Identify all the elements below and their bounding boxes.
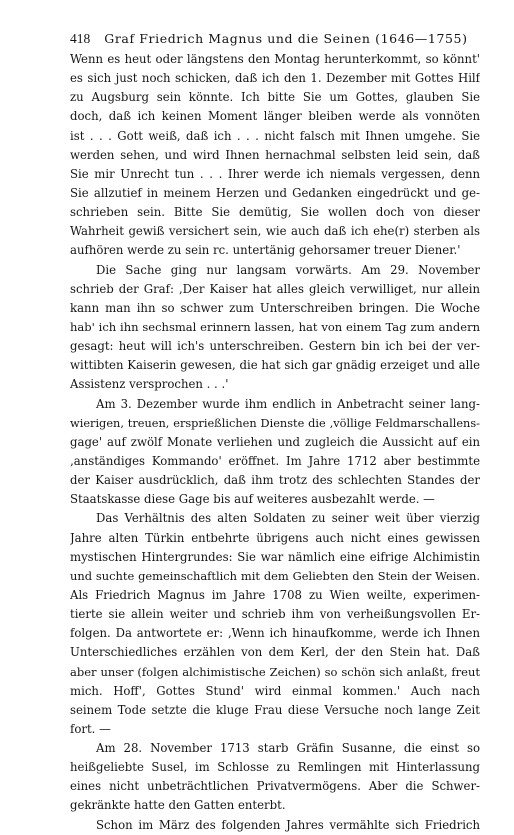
- text-line: aber unser (folgen alchimistische Zeichen) so schön sich anlaßt, freut: [70, 664, 480, 679]
- text-line: es sich just noch schicken, daß ich den 1. Dezember mit Gottes Hilf: [70, 71, 480, 86]
- text-line: Unterschiedliches erzählen von dem Kerl, der den Stein hat. Daß: [70, 645, 480, 660]
- text-line: Assistenz versprochen . . .': [70, 377, 229, 392]
- text-line: gage' auf zwölf Monate verliehen und zugleich die Aussicht auf ein: [70, 434, 480, 449]
- text-line: gesagt: heut will ich's unterschreiben. Gestern bin ich bei der ver-: [70, 339, 480, 354]
- text-line: hab' ich ihn sechsmal erinnern lassen, hat von einem Tag zum andern: [70, 319, 480, 334]
- text-line: gekränkte hatte den Gatten enterbt.: [70, 798, 286, 813]
- text-line: schrieben sein. Bitte Sie demütig, Sie wollen doch von dieser: [70, 205, 480, 220]
- text-line: Als Friedrich Magnus im Jahre 1708 zu Wien weilte, experimen-: [70, 587, 480, 602]
- text-line: schrieb der Graf: ‚Der Kaiser hat alles gleich verwilliget, nur allein: [70, 281, 480, 296]
- text-line: mich. Hoff', Gottes Stund' wird einmal kommen.' Auch nach: [70, 683, 480, 698]
- text-line: Jahre alten Türkin entbehrte übrigens auch nicht eines gewissen: [70, 530, 480, 545]
- text-line: ‚anständiges Kommando' eröffnet. Im Jahre 1712 aber bestimmte: [70, 453, 480, 468]
- text-line: Sie allzutief in meinem Herzen und Gedanken eingedrückt und ge-: [70, 185, 480, 200]
- text-line: folgen. Da antwortete er: ‚Wenn ich hinaufkomme, werde ich Ihnen: [70, 626, 480, 641]
- text-line: seinem Tode setzte die kluge Frau diese Versuche noch lange Zeit: [70, 702, 480, 717]
- text-line: Staatskasse diese Gage bis auf weiteres ausbezahlt werde. —: [70, 492, 435, 507]
- text-line: eines nicht unbeträchtlichen Privatvermögens. Aber die Schwer-: [70, 779, 480, 794]
- text-line: zu Augsburg sein könnte. Ich bitte Sie um Gottes, glauben Sie: [70, 90, 480, 105]
- text-line: aufhören werde zu sein rc. untertänig gehorsamer treuer Diener.': [70, 243, 461, 258]
- body-text: [70, 50, 480, 835]
- text-line: mystischen Hintergrundes: Sie war nämlich eine eifrige Alchimistin: [70, 549, 480, 564]
- text-line: Das Verhältnis des alten Soldaten zu seiner weit über vierzig: [96, 511, 480, 526]
- text-line: wierigen, treuen, ersprießlichen Dienste die ‚völlige Feldmarschallens-: [70, 415, 480, 430]
- text-line: werden sehen, und wird Ihnen hernachmal selbsten leid sein, daß: [70, 147, 480, 162]
- text-line: Am 28. November 1713 starb Gräfin Susanne, die einst so: [96, 741, 480, 756]
- text-line: und suchte gemeinschaftlich mit dem Geliebten den Stein der Weisen.: [70, 568, 480, 583]
- text-line: tierte sie allein weiter und schrieb ihm von verheißungsvollen Er-: [70, 607, 480, 622]
- text-line: ist . . . Gott weiß, daß ich . . . nicht falsch mit Ihnen umgehe. Sie: [70, 128, 480, 143]
- text-line: wittibten Kaiserin gewesen, die hat sich gar gnädig erzeiget und alle: [70, 358, 480, 373]
- text-line: Wahrheit gewiß versichert sein, wie auch daß ich ehe(r) sterben als: [70, 224, 480, 239]
- text-line: doch, daß ich keinen Moment länger bleiben werde als vonnöten: [70, 109, 480, 124]
- page-number: 418: [70, 31, 91, 46]
- text-line: Sie mir Unrecht tun . . . Ihrer werde ich niemals vergessen, denn: [70, 166, 480, 181]
- text-line: Schon im März des folgenden Jahres vermählte sich Friedrich: [96, 817, 480, 832]
- text-line: kann man ihn so schwer zum Unterschreiben bringen. Die Woche: [70, 300, 480, 315]
- text-line: Die Sache ging nur langsam vorwärts. Am 29. November: [96, 262, 480, 277]
- text-line: Am 3. Dezember wurde ihm endlich in Anbetracht seiner lang-: [96, 396, 480, 411]
- text-line: heißgeliebte Susel, im Schlosse zu Remlingen mit Hinterlassung: [70, 760, 480, 775]
- page-header: [70, 30, 474, 48]
- text-line: der Kaiser ausdrücklich, daß ihm trotz des schlechten Standes der: [70, 473, 480, 488]
- text-line: Wenn es heut oder längstens den Montag herunterkommt, so könnt': [70, 52, 480, 66]
- running-title: Graf Friedrich Magnus und die Seinen (1646—1755): [104, 31, 468, 46]
- text-line: fort. —: [70, 721, 111, 736]
